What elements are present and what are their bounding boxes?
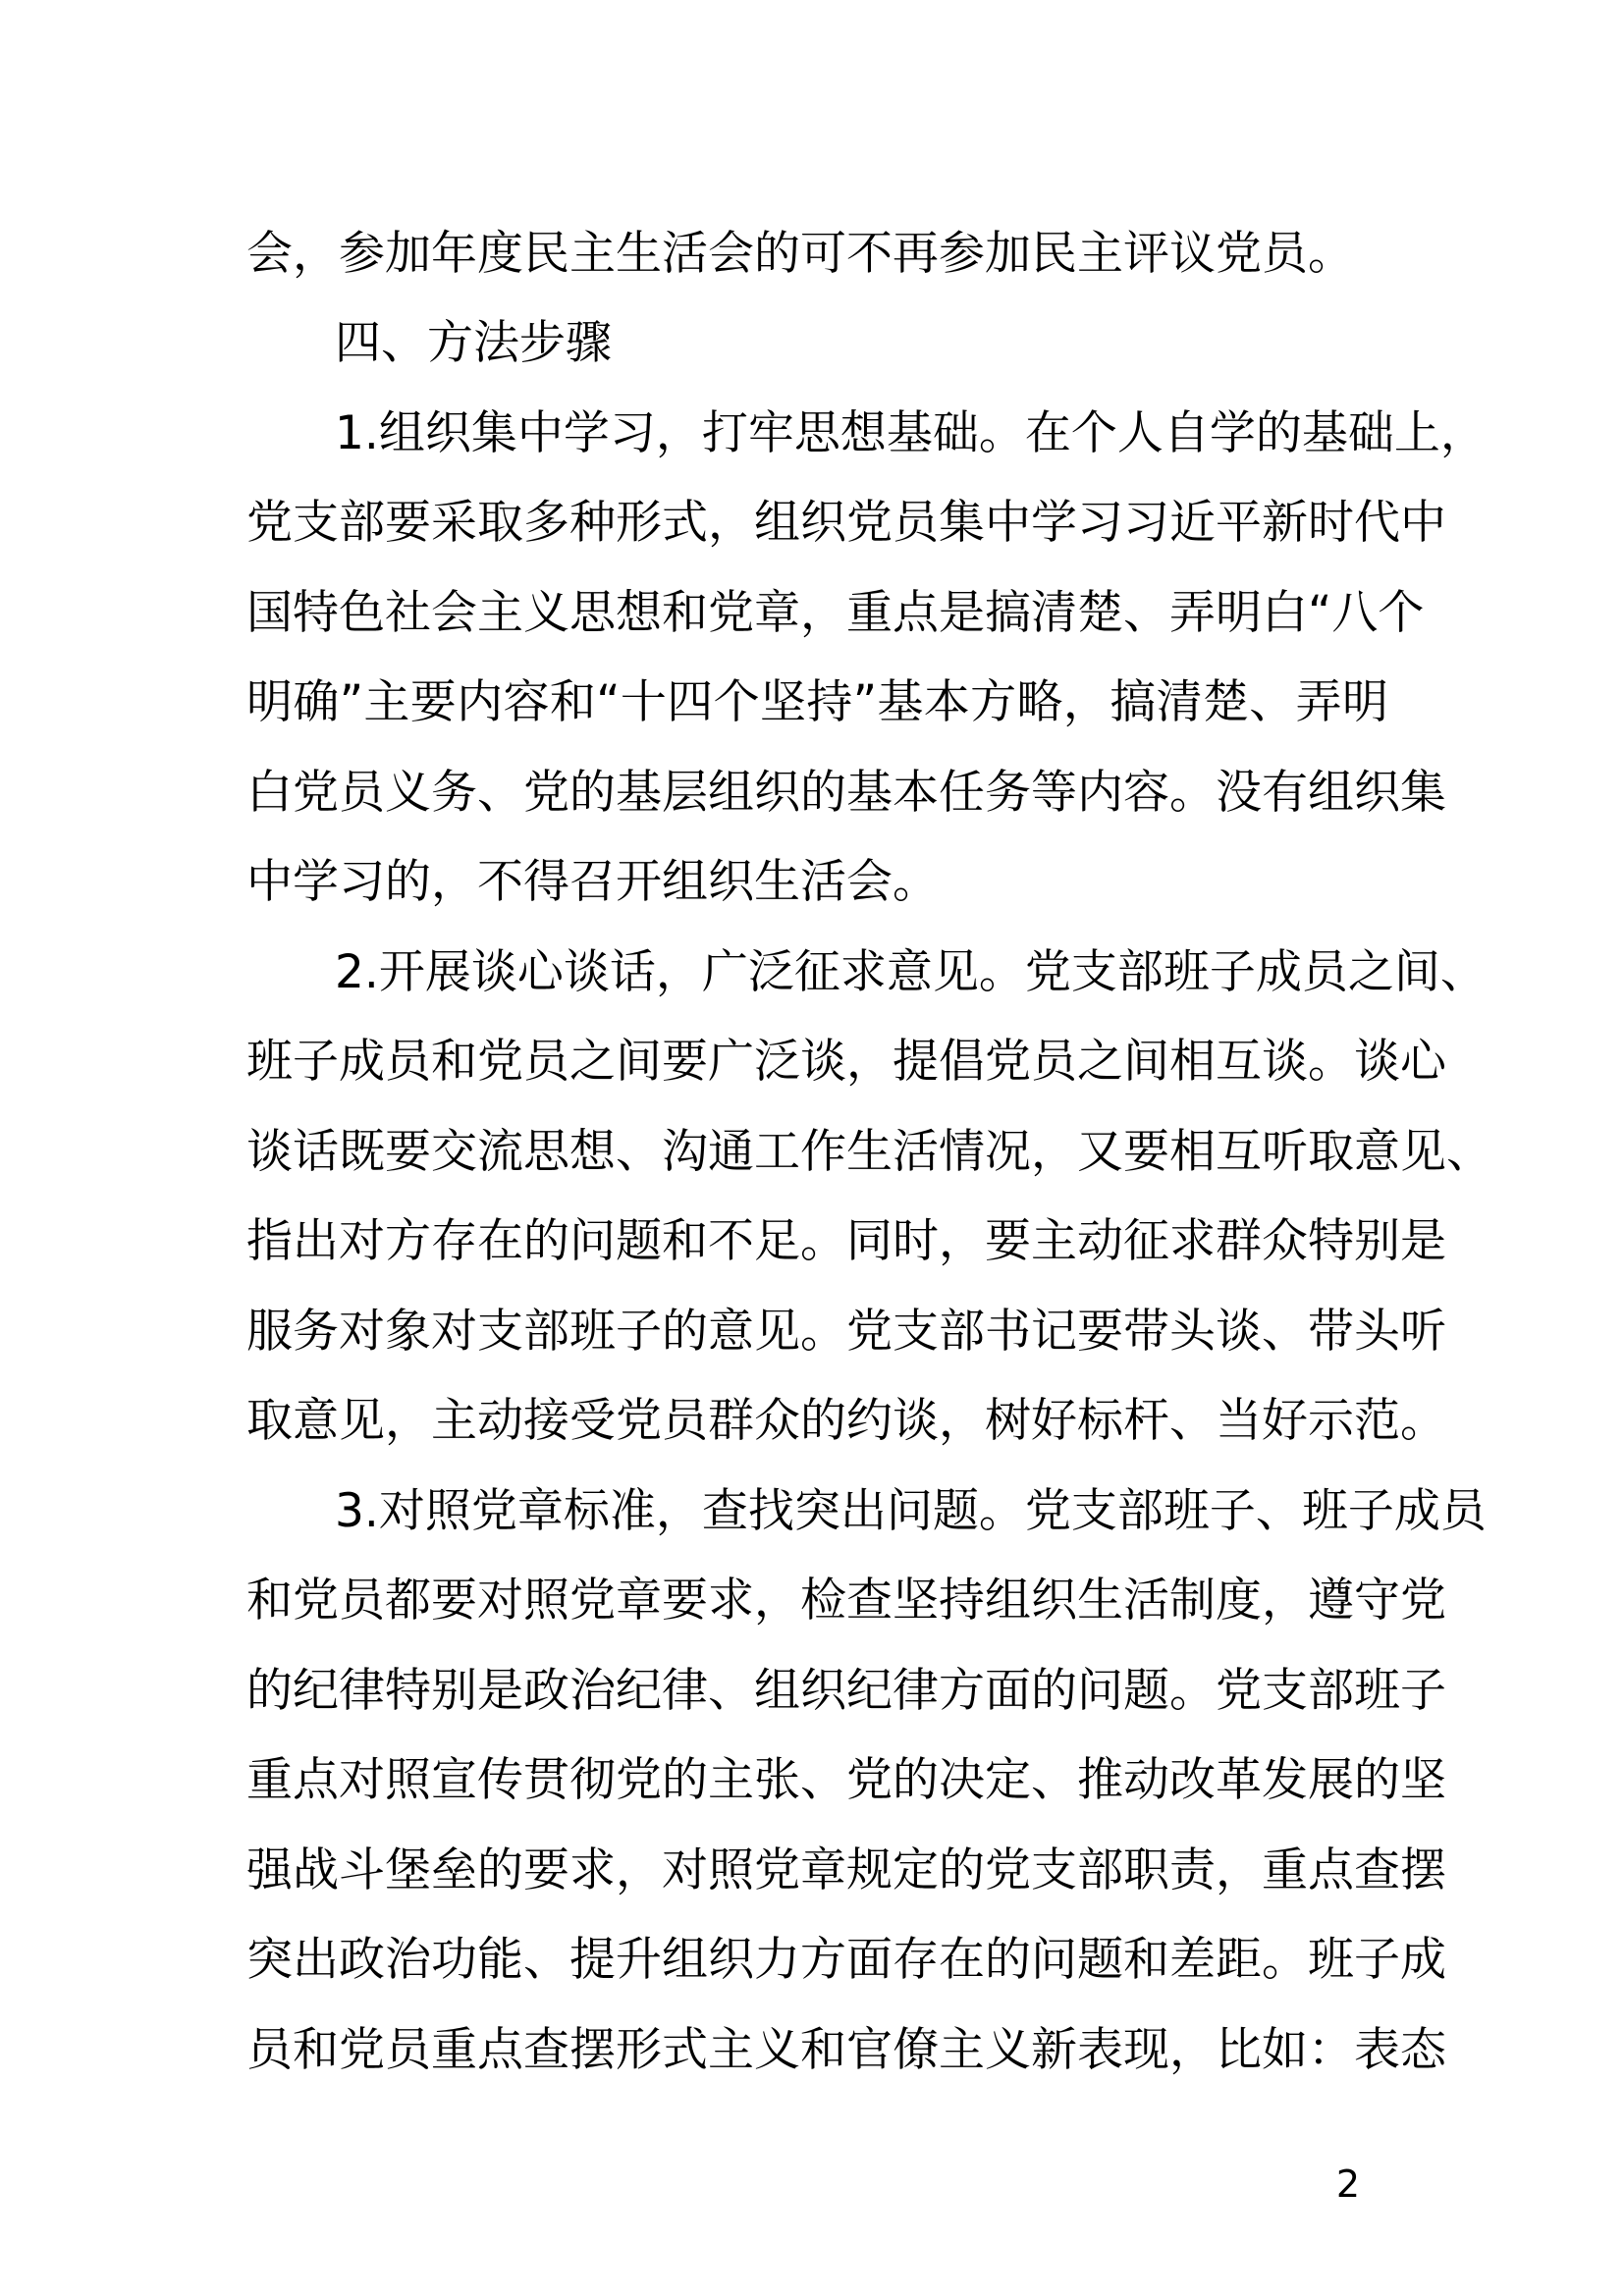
text-line: 强战斗堡垒的要求，对照党章规定的党支部职责，重点查摆 [246,1843,1446,1897]
page-number: 2 [1335,2163,1361,2206]
text-line: 员和党员重点查摆形式主义和官僚主义新表现，比如：表态 [246,2023,1446,2077]
text-line: 1.组织集中学习，打牢思想基础。在个人自学的基础上， [335,406,1487,460]
text-line: 中学习的，不得召开组织生活会。 [246,855,939,909]
text-line: 突出政治功能、提升组织力方面存在的问题和差距。班子成 [246,1933,1446,1987]
text-line: 明确”主要内容和“十四个坚持”基本方略，搞清楚、弄明 [246,675,1388,729]
text-line: 服务对象对支部班子的意见。党支部书记要带头谈、带头听 [246,1305,1446,1359]
text-line: 谈话既要交流思想、沟通工作生活情况，又要相互听取意见、 [246,1125,1492,1179]
text-line: 和党员都要对照党章要求，检查坚持组织生活制度，遵守党 [246,1574,1446,1628]
text-line: 的纪律特别是政治纪律、组织纪律方面的问题。党支部班子 [246,1664,1446,1718]
text-line: 2.开展谈心谈话，广泛征求意见。党支部班子成员之间、 [335,945,1487,999]
section-heading: 四、方法步骤 [335,316,612,370]
text-line: 重点对照宣传贯彻党的主张、党的决定、推动改革发展的坚 [246,1753,1446,1807]
text-line: 党支部要采取多种形式，组织党员集中学习习近平新时代中 [246,496,1446,550]
text-line: 国特色社会主义思想和党章，重点是搞清楚、弄明白“八个 [246,586,1425,640]
text-line: 白党员义务、党的基层组织的基本任务等内容。没有组织集 [246,766,1446,820]
text-line: 班子成员和党员之间要广泛谈，提倡党员之间相互谈。谈心 [246,1035,1446,1089]
text-line: 会，参加年度民主生活会的可不再参加民主评议党员。 [246,227,1354,281]
text-line: 取意见，主动接受党员群众的约谈，树好标杆、当好示范。 [246,1394,1446,1448]
text-line: 3.对照党章标准，查找突出问题。党支部班子、班子成员 [335,1484,1487,1538]
text-line: 指出对方存在的问题和不足。同时，要主动征求群众特别是 [246,1214,1446,1268]
